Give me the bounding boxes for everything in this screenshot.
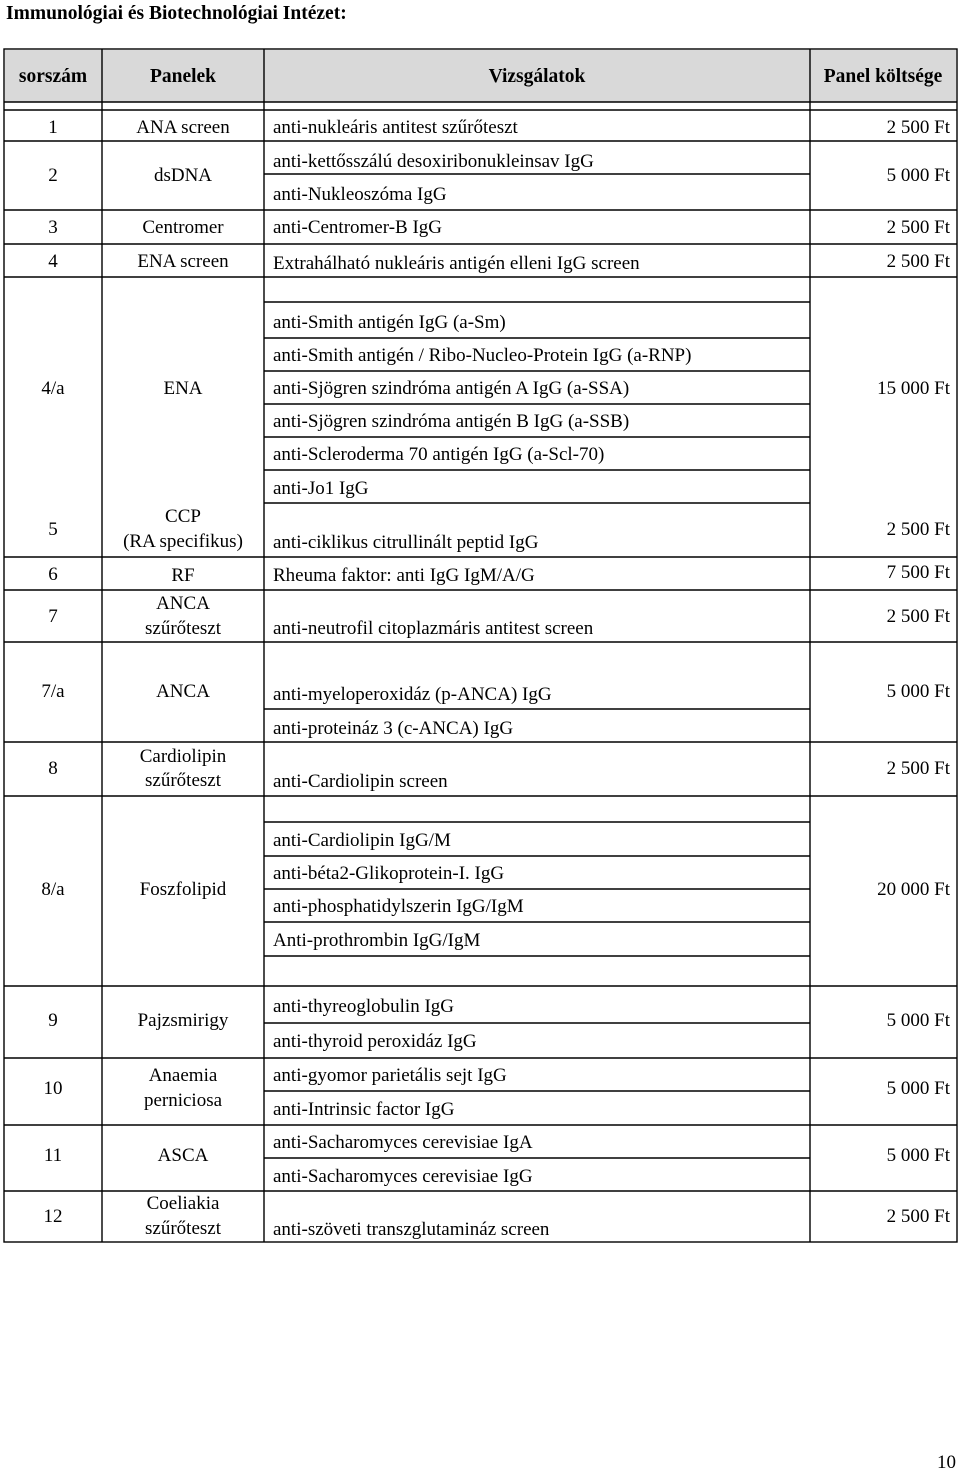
- test-item: anti-szöveti transzglutamináz screen: [273, 1219, 550, 1240]
- row-number: 7: [48, 606, 58, 627]
- panel-cost: 5 000 Ft: [886, 681, 950, 702]
- test-item: anti-Nukleoszóma IgG: [273, 184, 447, 205]
- panel-name: ANCA: [156, 681, 210, 702]
- test-item: anti-Scleroderma 70 antigén IgG (a-Scl-70): [273, 444, 605, 465]
- test-item: anti-kettősszálú desoxiribonukleinsav IgG: [273, 151, 594, 172]
- test-item: anti-Jo1 IgG: [273, 478, 369, 499]
- test-item: anti-proteináz 3 (c-ANCA) IgG: [273, 718, 514, 739]
- panel-cost: 2 500 Ft: [886, 606, 950, 627]
- panel-name: RF: [171, 565, 195, 586]
- panel-name: Pajzsmirigy: [137, 1010, 229, 1031]
- panel-name: ENA screen: [137, 251, 229, 272]
- row-number: 12: [43, 1206, 63, 1227]
- panel-cost: 2 500 Ft: [886, 117, 950, 138]
- header-panel-koltsege: Panel költsége: [823, 66, 943, 87]
- test-item: anti-ciklikus citrullinált peptid IgG: [273, 532, 539, 553]
- panel-name-line: szűrőteszt: [145, 618, 221, 639]
- test-item: anti-béta2-Glikoprotein-I. IgG: [273, 863, 505, 884]
- test-item: anti-neutrofil citoplazmáris antitest screen: [273, 618, 594, 639]
- test-item: Anti-prothrombin IgG/IgM: [273, 930, 481, 951]
- panel-name: dsDNA: [153, 165, 213, 186]
- panel-cost: 5 000 Ft: [886, 1145, 950, 1166]
- row-number: 9: [48, 1010, 58, 1031]
- test-item: anti-thyreoglobulin IgG: [273, 996, 454, 1017]
- test-item: anti-phosphatidylszerin IgG/IgM: [273, 896, 524, 917]
- row-number: 8: [48, 758, 58, 779]
- test-item: anti-gyomor parietális sejt IgG: [273, 1065, 507, 1086]
- test-item: anti-Smith antigén IgG (a-Sm): [273, 312, 506, 333]
- panel-name-line: Cardiolipin: [139, 746, 227, 767]
- panel-name-line: Coeliakia: [146, 1193, 220, 1214]
- test-item: anti-Sacharomyces cerevisiae IgG: [273, 1166, 533, 1187]
- test-item: anti-Cardiolipin IgG/M: [273, 830, 451, 851]
- test-item: anti-thyroid peroxidáz IgG: [273, 1031, 477, 1052]
- panel-cost: 20 000 Ft: [877, 879, 950, 900]
- test-item: anti-Sjögren szindróma antigén A IgG (a-SSA): [273, 378, 630, 399]
- panel-name-line: szűrőteszt: [145, 1218, 221, 1239]
- row-number: 2: [48, 165, 58, 186]
- panel-cost: 2 500 Ft: [886, 1206, 950, 1227]
- panel-cost: 2 500 Ft: [886, 251, 950, 272]
- test-item: anti-Sacharomyces cerevisiae IgA: [273, 1132, 533, 1153]
- panel-cost: 5 000 Ft: [886, 1010, 950, 1031]
- test-item: Rheuma faktor: anti IgG IgM/A/G: [273, 565, 535, 586]
- test-item: anti-Centromer-B IgG: [273, 217, 442, 238]
- panel-name-line: ANCA: [156, 593, 210, 614]
- header-panelek: Panelek: [149, 66, 217, 87]
- panel-name-line: perniciosa: [143, 1090, 223, 1111]
- test-item: anti-Intrinsic factor IgG: [273, 1099, 455, 1120]
- panel-name-line: szűrőteszt: [145, 770, 221, 791]
- row-number: 3: [48, 217, 58, 238]
- panel-name: Foszfolipid: [139, 879, 227, 900]
- panel-cost: 7 500 Ft: [886, 562, 950, 583]
- panel-cost: 2 500 Ft: [886, 519, 950, 540]
- panel-name-line: CCP: [165, 506, 201, 527]
- row-number: 4: [48, 251, 58, 272]
- panel-name-line: Anaemia: [148, 1065, 218, 1086]
- row-number: 6: [48, 564, 58, 585]
- row-number: 1: [48, 117, 58, 138]
- panel-name: Centromer: [142, 217, 224, 238]
- panel-cost: 15 000 Ft: [877, 378, 950, 399]
- row-number: 7/a: [41, 681, 65, 702]
- page-number: 10: [937, 1452, 956, 1473]
- header-vizsgalatok: Vizsgálatok: [488, 66, 586, 87]
- panel-cost: 5 000 Ft: [886, 1078, 950, 1099]
- test-item: anti-Sjögren szindróma antigén B IgG (a-SSB): [273, 411, 630, 432]
- test-item: anti-Smith antigén / Ribo-Nucleo-Protein IgG (a-RNP): [273, 345, 692, 366]
- panel-name-line: (RA specifikus): [123, 531, 243, 552]
- panel-cost: 2 500 Ft: [886, 758, 950, 779]
- panel-name: ENA: [163, 378, 203, 399]
- test-item: anti-myeloperoxidáz (p-ANCA) IgG: [273, 684, 552, 705]
- panel-name: ASCA: [157, 1145, 209, 1166]
- test-item: anti-nukleáris antitest szűrőteszt: [273, 117, 518, 138]
- row-number: 4/a: [41, 378, 65, 399]
- row-number: 10: [43, 1078, 63, 1099]
- test-item: anti-Cardiolipin screen: [273, 771, 448, 792]
- panel-cost: 5 000 Ft: [886, 165, 950, 186]
- row-number: 5: [48, 519, 58, 540]
- header-sorszam: sorszám: [18, 66, 88, 87]
- row-number: 8/a: [41, 879, 65, 900]
- row-number: 11: [43, 1145, 63, 1166]
- test-item: Extrahálható nukleáris antigén elleni IgG screen: [273, 253, 640, 274]
- panel-name: ANA screen: [136, 117, 230, 138]
- page-title: Immunológiai és Biotechnológiai Intézet:: [6, 3, 347, 24]
- panel-cost: 2 500 Ft: [886, 217, 950, 238]
